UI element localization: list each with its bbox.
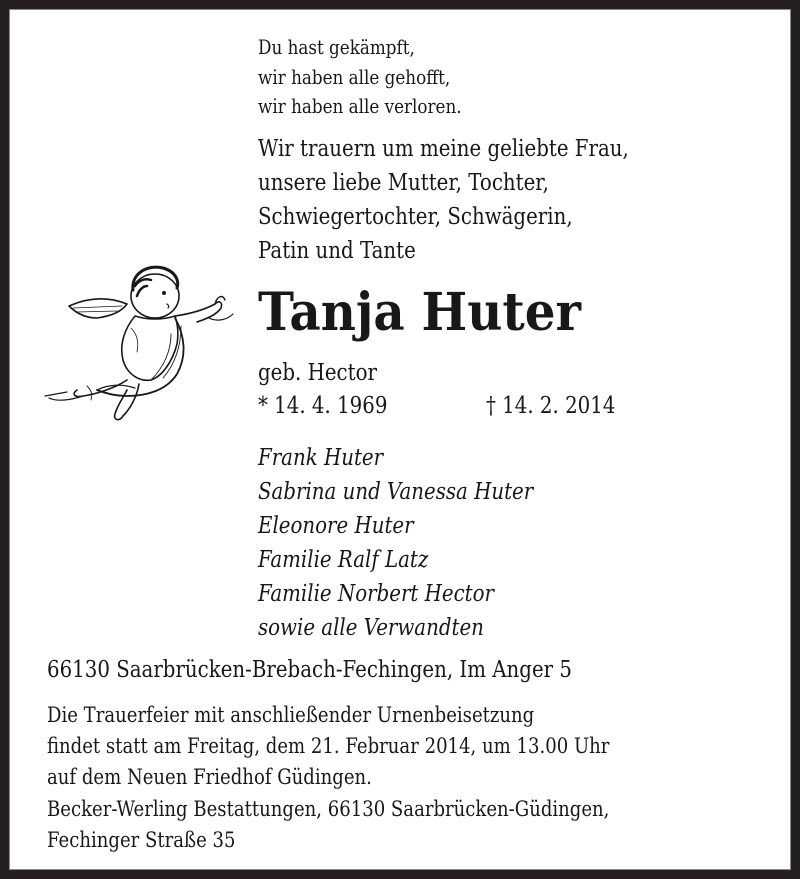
deceased-name: Tanja Huter bbox=[258, 282, 581, 343]
family-member: Eleonore Huter bbox=[258, 513, 414, 539]
family-member: Familie Ralf Latz bbox=[258, 547, 429, 573]
ceremony-info bbox=[47, 700, 609, 793]
poem bbox=[258, 33, 462, 122]
poem-line: wir haben alle gehofft, bbox=[258, 65, 451, 89]
ceremony-line: findet statt am Freitag, dem 21. Februar 2014, um 13.00 Uhr bbox=[47, 734, 610, 758]
undertaker-info bbox=[47, 794, 609, 856]
undertaker-line: Fechinger Straße 35 bbox=[47, 828, 236, 852]
mourning-line: unsere liebe Mutter, Tochter, bbox=[258, 170, 549, 196]
poem-line: Du hast gekämpft, bbox=[258, 36, 415, 59]
obituary-notice bbox=[9, 9, 791, 870]
undertaker-line: Becker-Werling Bestattungen, 66130 Saarbrücken-Güdingen, bbox=[47, 797, 610, 821]
family-list bbox=[258, 441, 533, 645]
mourning-line: Wir trauern um meine geliebte Frau, bbox=[258, 136, 629, 162]
mourning-text bbox=[258, 132, 629, 268]
ceremony-line: auf dem Neuen Friedhof Güdingen. bbox=[47, 765, 372, 789]
poem-line: wir haben alle verloren. bbox=[258, 95, 462, 118]
family-address: 66130 Saarbrücken-Brebach-Fechingen, Im Anger 5 bbox=[47, 657, 573, 683]
death-date: † 14. 2. 2014 bbox=[486, 393, 616, 419]
mourning-line: Patin und Tante bbox=[258, 238, 416, 264]
family-member: sowie alle Verwandten bbox=[258, 615, 484, 641]
ceremony-line: Die Trauerfeier mit anschließender Urnenbeisetzung bbox=[47, 703, 535, 727]
family-member: Familie Norbert Hector bbox=[258, 581, 494, 607]
mourning-line: Schwiegertochter, Schwägerin, bbox=[258, 204, 573, 230]
birth-date: * 14. 4. 1969 bbox=[258, 393, 388, 419]
family-member: Frank Huter bbox=[258, 445, 384, 471]
family-member: Sabrina und Vanessa Huter bbox=[258, 479, 534, 505]
maiden-name: geb. Hector bbox=[258, 360, 377, 386]
flying-cherub-angel-icon bbox=[27, 256, 242, 431]
